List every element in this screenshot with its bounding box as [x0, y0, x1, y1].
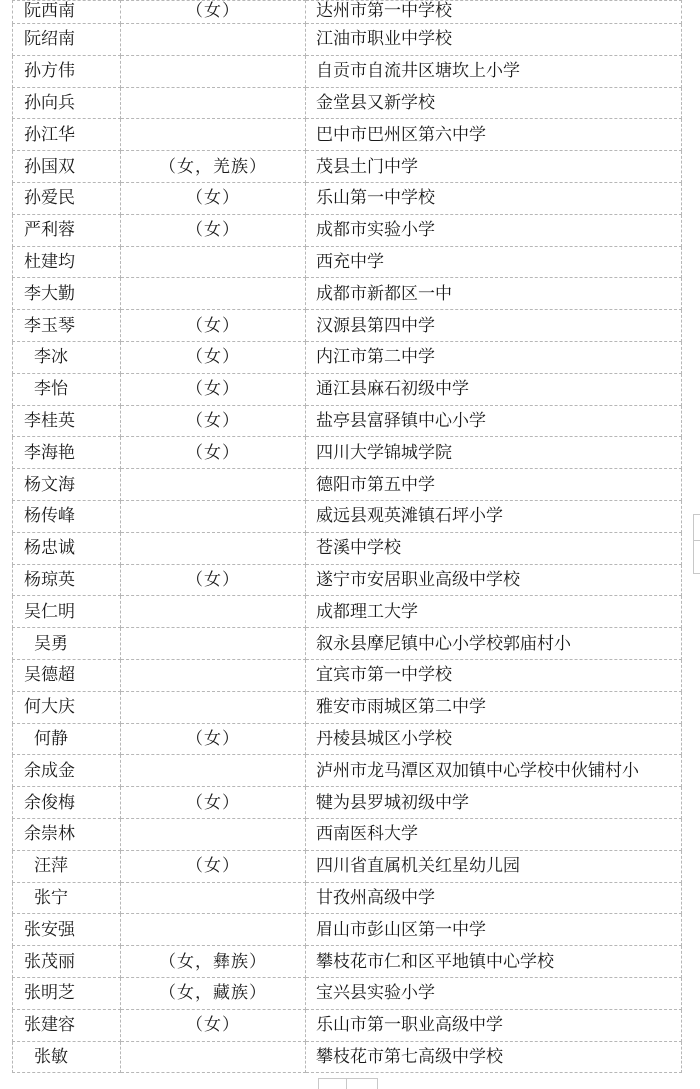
teacher-list-table: [12, 0, 682, 1073]
table-row: [13, 946, 682, 978]
table-row: [13, 437, 682, 469]
note-cell: （女，彝族）: [121, 946, 306, 978]
table-row: [13, 787, 682, 819]
name-cell: 吴仁明: [13, 596, 121, 628]
name-cell: 张敏: [13, 1041, 121, 1073]
name-cell: 杨文海: [13, 469, 121, 501]
name-cell: 杨传峰: [13, 500, 121, 532]
table-row: [13, 55, 682, 87]
name-cell: 阮绍南: [13, 24, 121, 56]
school-cell: 内江市第二中学: [306, 341, 682, 373]
note-cell: [121, 278, 306, 310]
table-row: [13, 151, 682, 183]
school-cell: 甘孜州高级中学: [306, 882, 682, 914]
school-cell: 自贡市自流井区塘坎上小学: [306, 55, 682, 87]
name-cell: 张茂丽: [13, 946, 121, 978]
name-cell: 杜建均: [13, 246, 121, 278]
name-cell: 吴德超: [13, 659, 121, 691]
school-cell: 宝兴县实验小学: [306, 977, 682, 1009]
table-row: [13, 564, 682, 596]
sheet-edge-line: [694, 540, 700, 541]
name-cell: 孙方伟: [13, 55, 121, 87]
note-cell: （女）: [121, 341, 306, 373]
table-row: [13, 914, 682, 946]
table-row: [13, 278, 682, 310]
table-row: [13, 596, 682, 628]
name-cell: 张安强: [13, 914, 121, 946]
note-cell: [121, 882, 306, 914]
school-cell: 成都市实验小学: [306, 214, 682, 246]
table-row: [13, 469, 682, 501]
name-cell: 李大勤: [13, 278, 121, 310]
sheet-bottom-mark: [318, 1078, 378, 1089]
note-cell: （女）: [121, 437, 306, 469]
table-row: [13, 24, 682, 56]
table-row: [13, 723, 682, 755]
name-list-sheet: [12, 0, 694, 1073]
school-cell: 苍溪中学校: [306, 532, 682, 564]
name-cell: 余崇林: [13, 818, 121, 850]
table-row: [13, 818, 682, 850]
note-cell: [121, 755, 306, 787]
school-cell: 叙永县摩尼镇中心小学校郭庙村小: [306, 628, 682, 660]
school-cell: 成都市新都区一中: [306, 278, 682, 310]
school-cell: 西南医科大学: [306, 818, 682, 850]
note-cell: （女）: [121, 405, 306, 437]
note-cell: （女）: [121, 787, 306, 819]
school-cell: 攀枝花市第七高级中学校: [306, 1041, 682, 1073]
name-cell: 张明芝: [13, 977, 121, 1009]
table-row: [13, 1041, 682, 1073]
note-cell: （女）: [121, 1, 306, 24]
name-cell: 张宁: [13, 882, 121, 914]
school-cell: 犍为县罗城初级中学: [306, 787, 682, 819]
name-cell: 汪萍: [13, 850, 121, 882]
note-cell: [121, 24, 306, 56]
school-cell: 攀枝花市仁和区平地镇中心学校: [306, 946, 682, 978]
note-cell: （女）: [121, 723, 306, 755]
name-cell: 李玉琴: [13, 310, 121, 342]
school-cell: 德阳市第五中学: [306, 469, 682, 501]
name-cell: 李海艳: [13, 437, 121, 469]
note-cell: （女）: [121, 850, 306, 882]
note-cell: （女）: [121, 373, 306, 405]
note-cell: [121, 469, 306, 501]
name-cell: 吴勇: [13, 628, 121, 660]
table-row: [13, 87, 682, 119]
note-cell: （女）: [121, 1009, 306, 1041]
name-cell: 孙江华: [13, 119, 121, 151]
school-cell: 乐山第一中学校: [306, 182, 682, 214]
name-cell: 孙国双: [13, 151, 121, 183]
note-cell: [121, 914, 306, 946]
table-row: [13, 532, 682, 564]
note-cell: （女）: [121, 564, 306, 596]
note-cell: [121, 818, 306, 850]
school-cell: 达州市第一中学校: [306, 1, 682, 24]
table-row: [13, 500, 682, 532]
sheet-edge-mark: [693, 514, 700, 574]
name-cell: 余成金: [13, 755, 121, 787]
school-cell: 江油市职业中学校: [306, 24, 682, 56]
note-cell: [121, 691, 306, 723]
school-cell: 金堂县又新学校: [306, 87, 682, 119]
name-cell: 张建容: [13, 1009, 121, 1041]
name-cell: 杨琼英: [13, 564, 121, 596]
note-cell: [121, 119, 306, 151]
name-cell: 阮西南: [13, 1, 121, 24]
table-row: [13, 310, 682, 342]
school-cell: 茂县土门中学: [306, 151, 682, 183]
table-row: [13, 373, 682, 405]
name-cell: 李怡: [13, 373, 121, 405]
table-row: [13, 659, 682, 691]
table-row: [13, 119, 682, 151]
table-row: [13, 977, 682, 1009]
school-cell: 遂宁市安居职业高级中学校: [306, 564, 682, 596]
name-cell: 何大庆: [13, 691, 121, 723]
school-cell: 乐山市第一职业高级中学: [306, 1009, 682, 1041]
note-cell: （女）: [121, 214, 306, 246]
note-cell: （女，羌族）: [121, 151, 306, 183]
school-cell: 西充中学: [306, 246, 682, 278]
table-row: [13, 755, 682, 787]
table-row: [13, 1009, 682, 1041]
name-cell: 严利蓉: [13, 214, 121, 246]
note-cell: [121, 246, 306, 278]
table-row: [13, 628, 682, 660]
note-cell: [121, 500, 306, 532]
name-cell: 孙爱民: [13, 182, 121, 214]
school-cell: 雅安市雨城区第二中学: [306, 691, 682, 723]
table-row: [13, 1, 682, 24]
school-cell: 丹棱县城区小学校: [306, 723, 682, 755]
name-cell: 李桂英: [13, 405, 121, 437]
note-cell: [121, 87, 306, 119]
table-row: [13, 882, 682, 914]
note-cell: [121, 628, 306, 660]
table-row: [13, 850, 682, 882]
note-cell: [121, 55, 306, 87]
note-cell: （女）: [121, 182, 306, 214]
note-cell: （女，藏族）: [121, 977, 306, 1009]
school-cell: 宜宾市第一中学校: [306, 659, 682, 691]
note-cell: [121, 1041, 306, 1073]
school-cell: 盐亭县富驿镇中心小学: [306, 405, 682, 437]
note-cell: [121, 659, 306, 691]
school-cell: 威远县观英滩镇石坪小学: [306, 500, 682, 532]
name-cell: 何静: [13, 723, 121, 755]
note-cell: （女）: [121, 310, 306, 342]
name-cell: 孙向兵: [13, 87, 121, 119]
table-row: [13, 214, 682, 246]
note-cell: [121, 532, 306, 564]
school-cell: 泸州市龙马潭区双加镇中心学校中伙铺村小: [306, 755, 682, 787]
school-cell: 通江县麻石初级中学: [306, 373, 682, 405]
school-cell: 四川省直属机关红星幼儿园: [306, 850, 682, 882]
school-cell: 成都理工大学: [306, 596, 682, 628]
school-cell: 巴中市巴州区第六中学: [306, 119, 682, 151]
name-cell: 杨忠诚: [13, 532, 121, 564]
note-cell: [121, 596, 306, 628]
school-cell: 四川大学锦城学院: [306, 437, 682, 469]
school-cell: 汉源县第四中学: [306, 310, 682, 342]
name-cell: 李冰: [13, 341, 121, 373]
school-cell: 眉山市彭山区第一中学: [306, 914, 682, 946]
table-row: [13, 246, 682, 278]
table-row: [13, 691, 682, 723]
table-row: [13, 405, 682, 437]
table-row: [13, 182, 682, 214]
name-cell: 余俊梅: [13, 787, 121, 819]
table-row: [13, 341, 682, 373]
